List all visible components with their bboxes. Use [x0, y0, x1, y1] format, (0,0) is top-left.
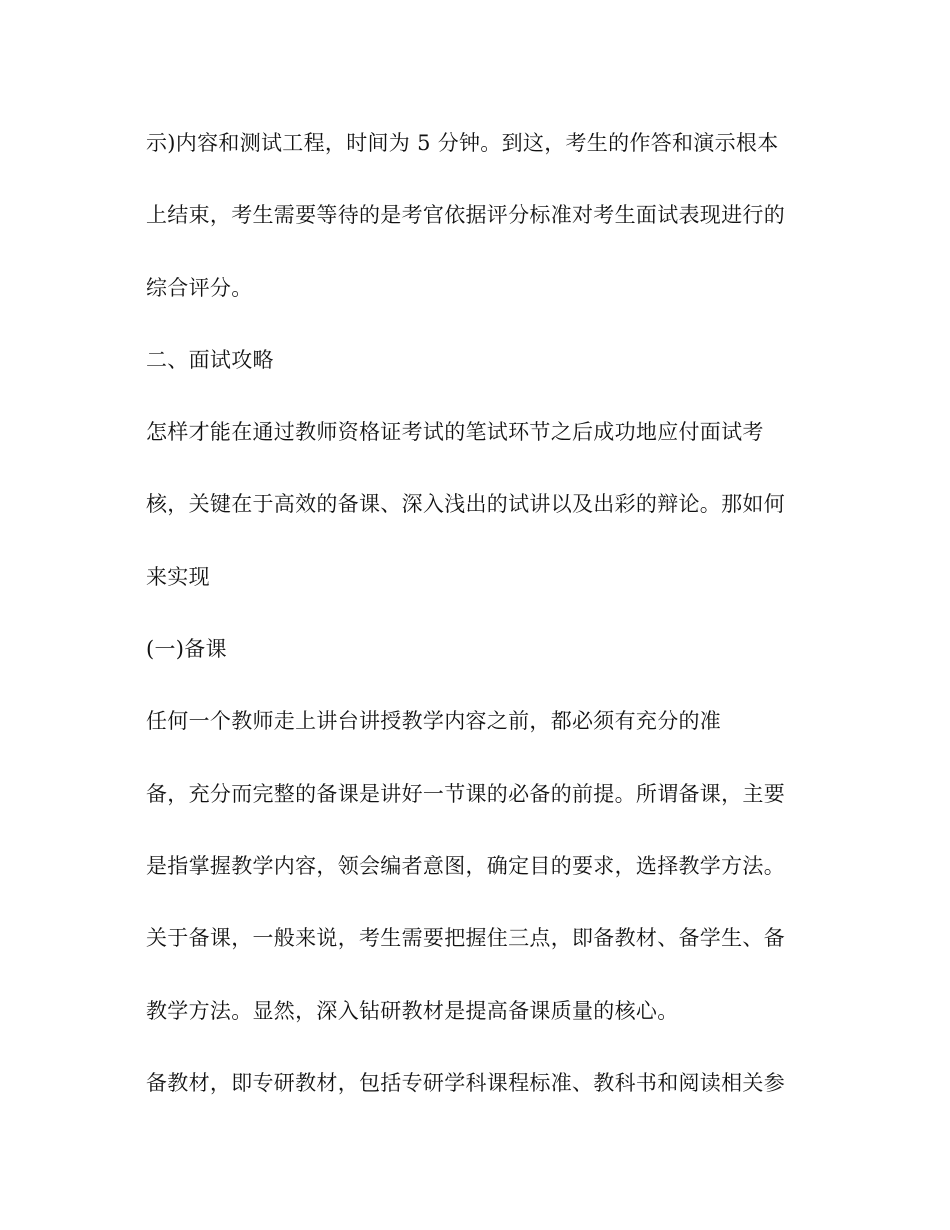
section-heading: 二、面试攻略 — [146, 348, 274, 372]
text-line: 来实现 — [146, 565, 210, 589]
subsection-heading: (一)备课 — [146, 637, 227, 661]
text-line: 备教材，即专研教材，包括专研学科课程标准、教科书和阅读相关参 — [146, 1071, 785, 1095]
text-line: 任何一个教师走上讲台讲授教学内容之前，都必须有充分的准 — [146, 709, 722, 733]
text-line: 核，关键在于高效的备课、深入浅出的试讲以及出彩的辩论。那如何 — [146, 492, 785, 516]
text-line: 示)内容和测试工程，时间为 5 分钟。到这，考生的作答和演示根本 — [146, 131, 779, 155]
text-line: 怎样才能在通过教师资格证考试的笔试环节之后成功地应付面试考 — [146, 420, 764, 444]
text-line: 关于备课，一般来说，考生需要把握住三点，即备教材、备学生、备 — [146, 926, 785, 950]
text-line: 备，充分而完整的备课是讲好一节课的必备的前提。所谓备课，主要 — [146, 782, 785, 806]
text-line: 上结束，考生需要等待的是考官依据评分标准对考生面试表现进行的 — [146, 203, 785, 227]
text-line: 教学方法。显然，深入钻研教材是提高备课质量的核心。 — [146, 999, 679, 1023]
text-line: 综合评分。 — [146, 276, 253, 300]
text-line: 是指掌握教学内容，领会编者意图，确定目的要求，选择教学方法。 — [146, 854, 785, 878]
